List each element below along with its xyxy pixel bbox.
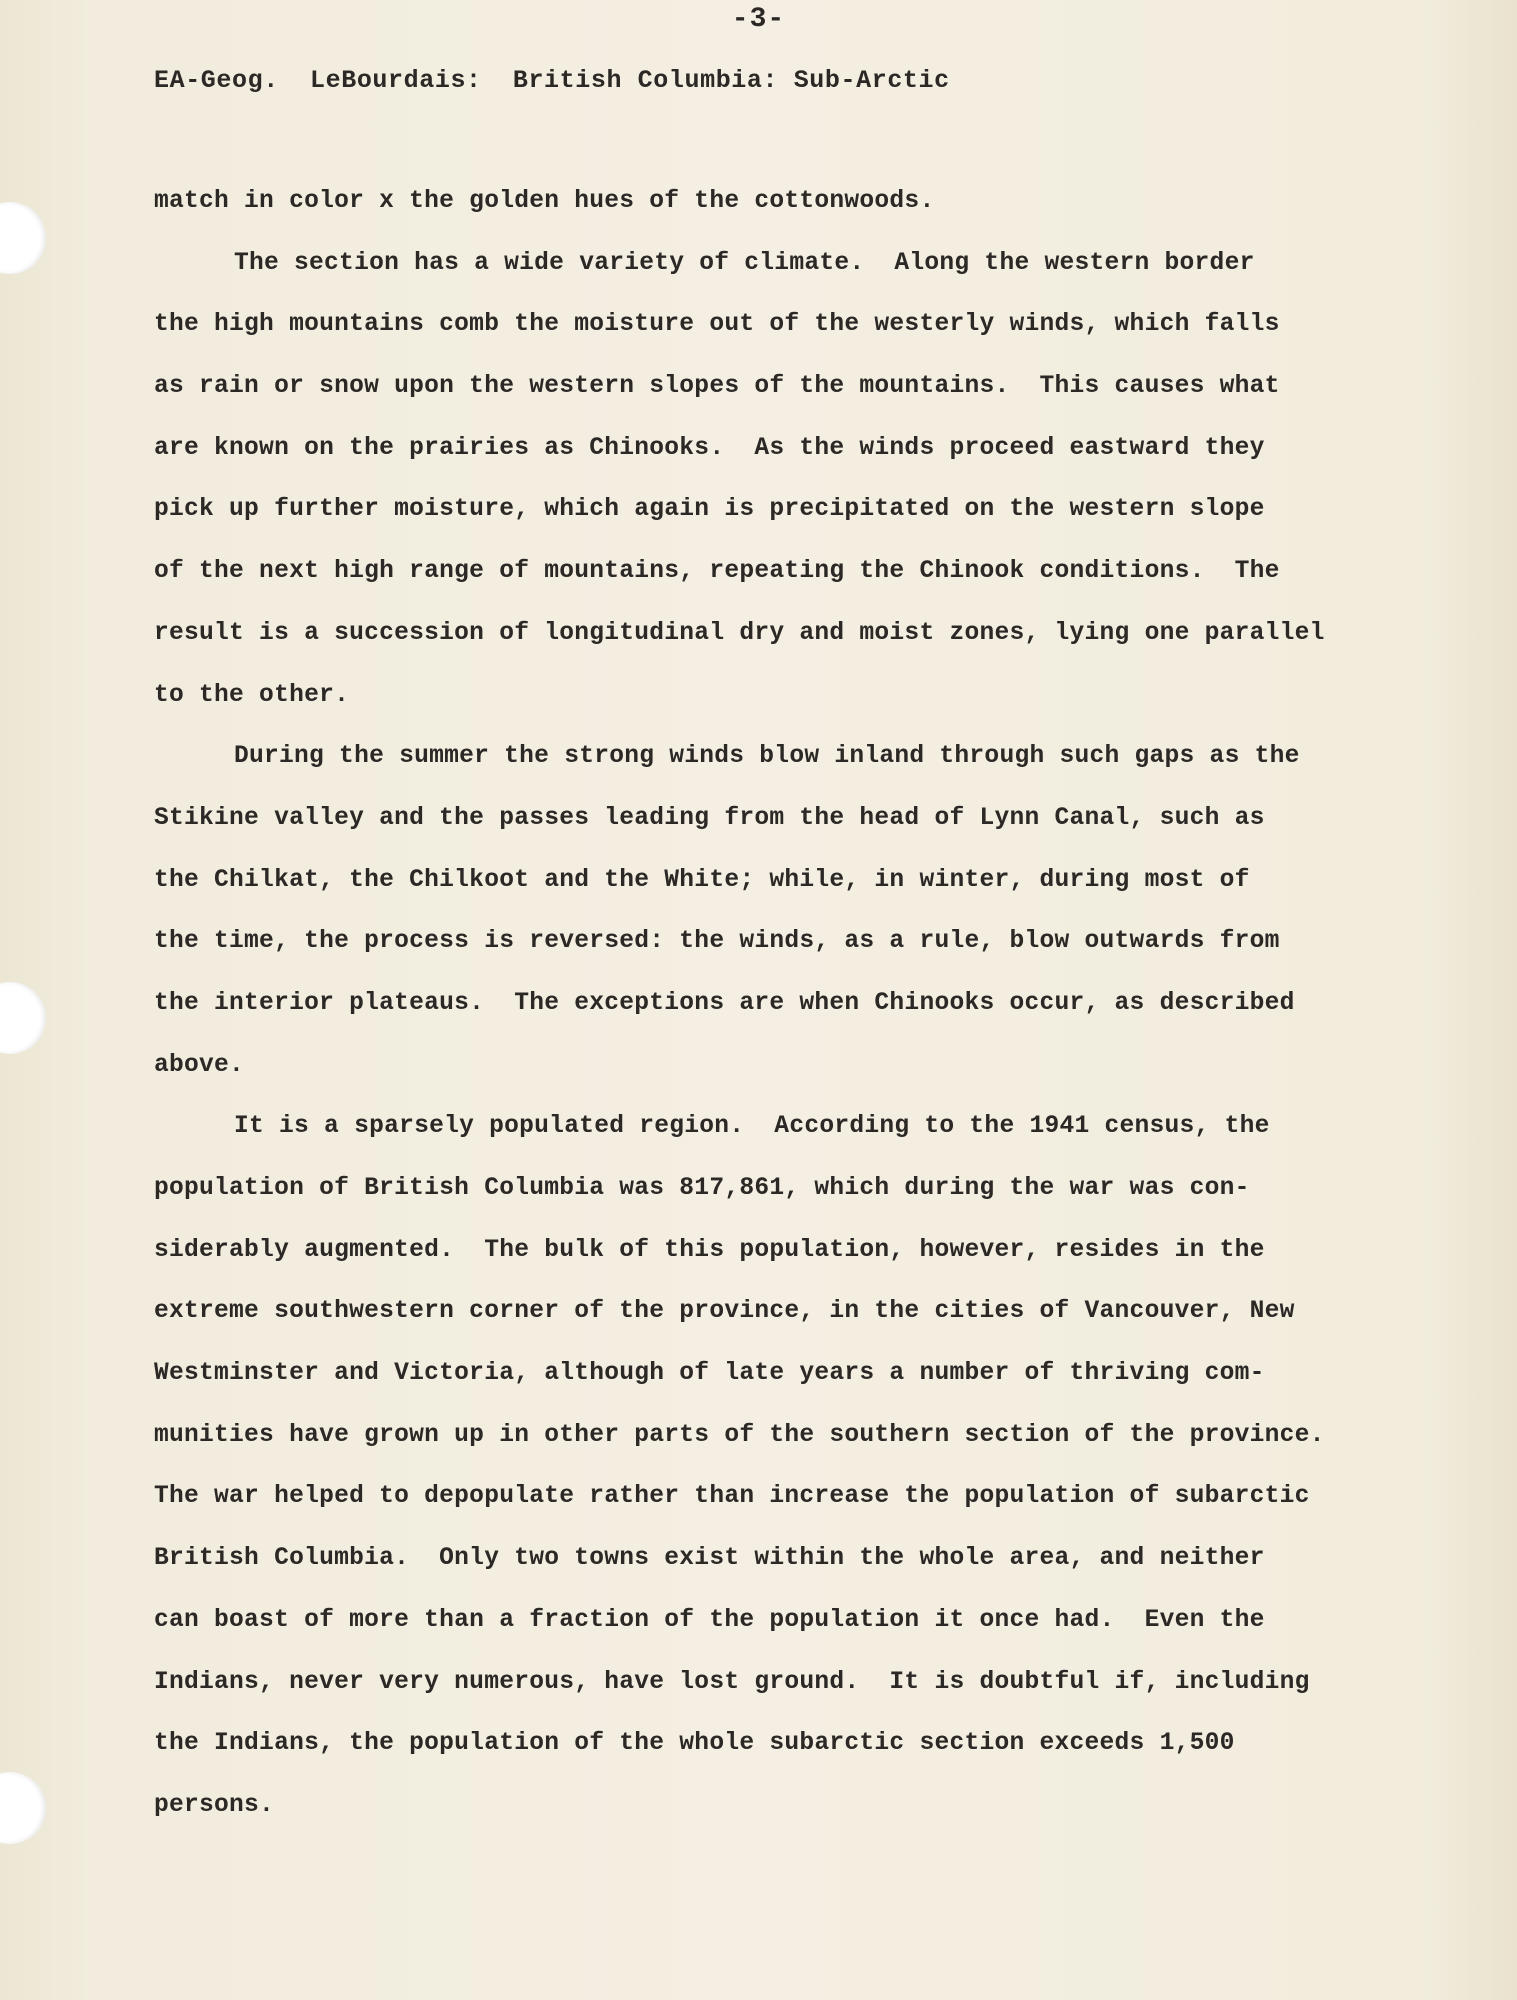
paragraph-line: Westminster and Victoria, although of late years a number of thriving com- [154,1360,1265,1388]
body-text [154,185,1369,1851]
paragraph-line: During the summer the strong winds blow inland through such gaps as the [234,743,1300,771]
binder-hole [0,1772,46,1844]
paragraph-line: the interior plateaus. The exceptions are when Chinooks occur, as described [154,989,1295,1017]
document-header: EA-Geog. LeBourdais: British Columbia: Sub-Arctic [154,66,950,95]
paragraph-line: the Indians, the population of the whole subarctic section exceeds 1,500 [154,1730,1235,1758]
paragraph-line: siderably augmented. The bulk of this population, however, resides in the [154,1236,1265,1264]
paragraph-line: The war helped to depopulate rather than increase the population of subarctic [154,1483,1310,1511]
binder-hole [0,982,46,1054]
paragraph-line: pick up further moisture, which again is precipitated on the western slope [154,496,1265,524]
paragraph-line: are known on the prairies as Chinooks. As the winds proceed eastward they [154,434,1265,462]
paragraph-line: extreme southwestern corner of the province, in the cities of Vancouver, New [154,1298,1295,1326]
paragraph-line: to the other. [154,681,350,709]
paragraph-line: the Chilkat, the Chilkoot and the White; while, in winter, during most of [154,866,1250,894]
paragraph-line: Stikine valley and the passes leading from the head of Lynn Canal, such as [154,804,1265,832]
paragraph-line: munities have grown up in other parts of the southern section of the province. [154,1421,1325,1449]
paragraph-line: the high mountains comb the moisture out of the westerly winds, which falls [154,311,1280,339]
paragraph-line: British Columbia. Only two towns exist within the whole area, and neither [154,1545,1265,1573]
binder-hole [0,202,46,274]
page-number: -3- [731,4,786,35]
paragraph-line: result is a succession of longitudinal dry and moist zones, lying one parallel [154,619,1325,647]
paragraph-line: It is a sparsely populated region. According to the 1941 census, the [234,1113,1270,1141]
paragraph-line: population of British Columbia was 817,861, which during the war was con- [154,1175,1250,1202]
paragraph-line: the time, the process is reversed: the winds, as a rule, blow outwards from [154,928,1280,956]
paragraph-line: above. [154,1051,245,1079]
paragraph-line: as rain or snow upon the western slopes of the mountains. This causes what [154,373,1280,401]
paragraph-line: of the next high range of mountains, repeating the Chinook conditions. The [154,558,1280,586]
paragraph-line: persons. [154,1791,275,1819]
paragraph-line: The section has a wide variety of climate. Along the western border [234,249,1255,277]
paragraph-line: can boast of more than a fraction of the population it once had. Even the [154,1606,1265,1634]
paragraph-line: Indians, never very numerous, have lost ground. It is doubtful if, including [154,1668,1310,1696]
paragraph-line: match in color x the golden hues of the cottonwoods. [154,188,935,215]
